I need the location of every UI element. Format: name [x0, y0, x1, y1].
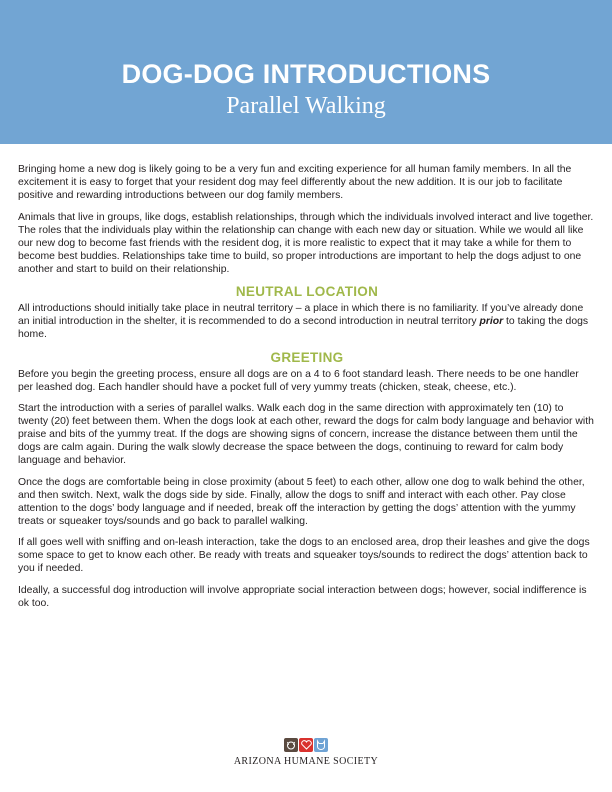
logo-icons: [0, 738, 612, 752]
greeting-paragraph-5: Ideally, a successful dog introduction will involve appropriate social interaction between dogs; however, social indifference is ok too.: [18, 584, 587, 609]
page-title: DOG-DOG INTRODUCTIONS: [121, 59, 491, 89]
neutral-location-paragraph: [18, 302, 596, 341]
intro-paragraph-1: Bringing home a new dog is likely going to be a very fun and exciting experience for all human family members. In all the excitement it is easy to forget that your resident dog may feel differently about the new addition. It is our job to facilitate positive and rewarding introductions between our dog family members.: [18, 164, 572, 201]
section-heading-neutral-location: NEUTRAL LOCATION: [235, 284, 379, 299]
greeting-paragraph-4: If all goes well with sniffing and on-leash interaction, take the dogs to an enclosed area, drop their leashes and give the dogs some space to get to know each other. Be ready with treats and squeaker toys/sounds to redirect the dogs’ attention back to you if needed.: [18, 537, 590, 574]
greeting-paragraph-3: Once the dogs are comfortable being in close proximity (about 5 feet) to each other, allow one dog to walk behind the other, and then switch. Next, walk the dogs side by side. Finally, allow the dogs to sniff and interact with each other. Pay close attention to the dogs’ body language and if needed, break off the interaction by getting the dogs’ attention with the yummy treats or squeaker toys/sounds and go back to parallel walking.: [18, 476, 585, 527]
neutral-text-start: All introductions should initially take place in neutral territory – a place in which there is no familiarity. If you’ve already done an initial introduction in the shelter, it is recommended to do a second introduction in neutral territory: [18, 303, 584, 327]
footer-logo: [0, 738, 612, 767]
page-subtitle: Parallel Walking: [226, 93, 386, 119]
greeting-paragraph-2: Start the introduction with a series of parallel walks. Walk each dog in the same direction with approximately ten (10) to twenty (20) feet between them. When the dogs look at each other, reward the dogs for calm body language and behavior with praise and bits of the yummy treat. If the dogs are showing signs of concern, increase the distance between them until the dogs are calm again. During the walk slowly decrease the space between the dogs, continuing to reward for calm body language and behavior.: [18, 403, 594, 466]
section-heading-greeting: GREETING: [270, 349, 344, 365]
emphasis-prior: prior: [479, 316, 504, 327]
greeting-paragraph-1: Before you begin the greeting process, ensure all dogs are on a 4 to 6 foot standard leash. There needs to be one handler per leashed dog. Each handler should have a pocket full of very yummy treats (chicken, steak, cheese, etc.).: [18, 368, 579, 393]
intro-paragraph-2: Animals that live in groups, like dogs, establish relationships, through which the individuals involved interact and live together. The roles that the individuals play within the relationship can change with each new day or situation. While we would all like our new dog to become fast friends with the resident dog, it is more realistic to expect that it may take a while for them to become best buddies. Relationships take time to build, so proper introductions are important to help the dogs adjust to one another and start to build on their relationship.: [18, 211, 594, 275]
neutral-text-end: to taking the dogs home.: [18, 316, 589, 340]
cat-face-icon: [314, 738, 328, 752]
heart-icon: [299, 738, 313, 752]
document-body: [18, 163, 596, 618]
organization-name: ARIZONA HUMANE SOCIETY: [233, 756, 379, 767]
header-banner: [0, 0, 612, 144]
dog-face-icon: [284, 738, 298, 752]
